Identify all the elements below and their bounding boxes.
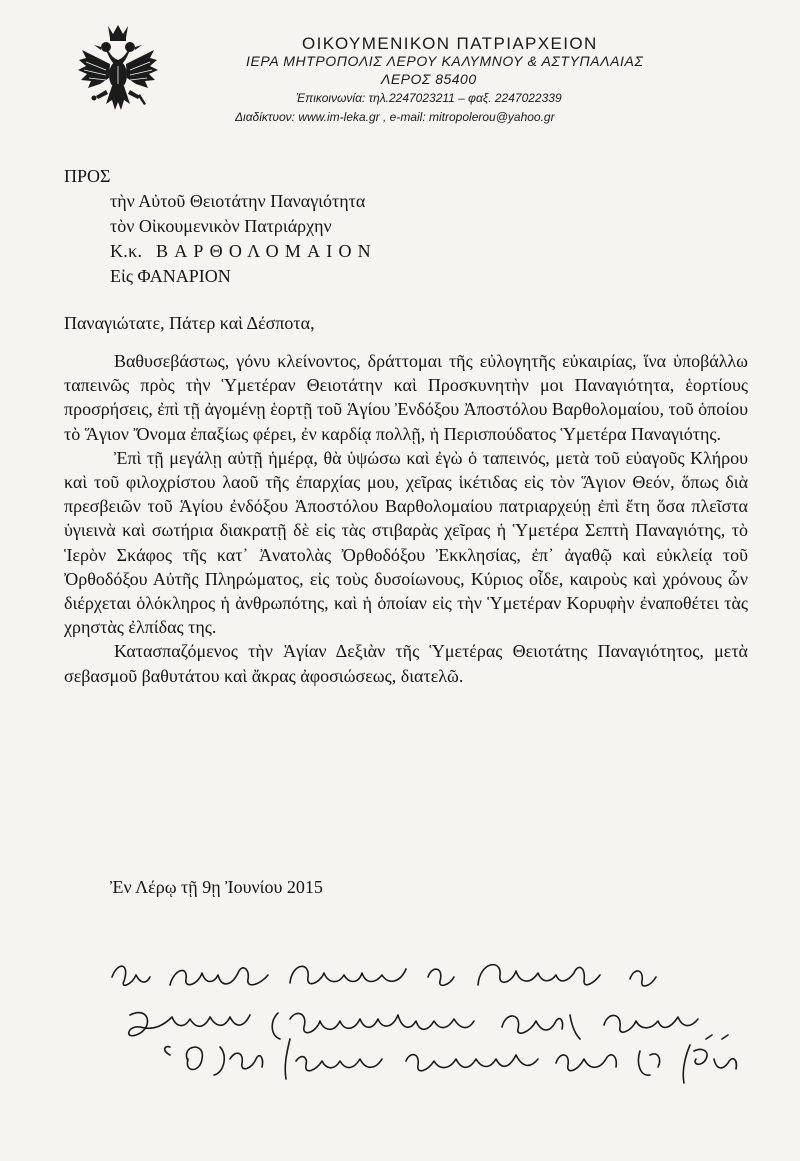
paragraph: Κατασπαζόμενος τὴν Ἁγίαν Δεξιὰν τῆς Ὑμετέρας Θειοτάτης Παναγιότητος, μετὰ σεβασμοῦ βαθυτάτου καὶ ἄκρας ἀφοσιώσεως, διατελῶ.: [64, 641, 748, 686]
address-line-1: τὴν Αὐτοῦ Θειοτάτην Παναγιότητα: [110, 191, 366, 211]
letterhead-patriarchate: ΟΙΚΟΥΜΕΝΙΚΟΝ ΠΑΤΡΙΑΡΧΕΙΟΝ: [302, 34, 598, 53]
letterhead-metropolis: ΙΕΡΑ ΜΗΤΡΟΠΟΛΙΣ ΛΕΡΟΥ ΚΑΛΥΜΝΟΥ & ΑΣΤΥΠΑΛΑΙΑΣ: [246, 53, 644, 69]
double-headed-eagle-icon: [76, 20, 160, 116]
letterhead-web: Διαδίκτυον: www.im-leka.gr , e-mail: mitropolerou@yahoo.gr: [235, 110, 555, 124]
address-title: Κ.κ.: [110, 241, 143, 261]
salutation: Παναγιώτατε, Πάτερ καὶ Δέσποτα,: [64, 313, 315, 333]
paragraph: Ἐπὶ τῇ μεγάλῃ αὐτῇ ἡμέρᾳ, θὰ ὑψώσω καὶ ἐγὼ ὁ ταπεινός, μετὰ τοῦ εὐαγοῦς Κλήρου καὶ τοῦ φιλοχρίστου λαοῦ τῆς ἐπαρχίας μου, χεῖρας ἱκέτιδας εἰς τὸν Ἅγιον Θεόν, ὅπως διὰ πρεσβειῶν τοῦ Ἁγίου ἐνδόξου Ἀποστόλου Βαρθολομαίου πατριαρχεύῃ ἐπὶ ἔτη ὅσα πλεῖστα ὑγιεινὰ καὶ σωτήρια διακρατῇ δὲ εἰς τὰς στιβαρὰς χεῖρας ἡ Ὑμετέρα Σεπτὴ Παναγιότης, τὸ Ἱερὸν Σκάφος τῆς κατ᾽ Ἀνατολὰς Ὀρθοδόξου Ἐκκλησίας, ἐπ᾽ ἀγαθῷ καὶ εὐκλείᾳ τοῦ Ὀρθοδόξου Αὐτῆς Πληρώματος, εἰς τοὺς δυσοίωνους, Κύριος οἶδε, καιροὺς καὶ χρόνους ὧν διέρχεται ὁλόκληρος ἡ ἀνθρωπότης, καὶ ἡ ὁποίαν εἰς τὴν Ὑμετέραν Κορυφὴν ἐναποθέτει τὰς χρηστὰς ἐλπίδας της.: [64, 447, 748, 638]
letter-date: Ἐν Λέρῳ τῇ 9ῃ Ἰουνίου 2015: [110, 877, 323, 897]
letter-body: [64, 349, 748, 688]
letterhead-location: ΛΕΡΟΣ 85400: [381, 71, 477, 87]
handwritten-signature: [110, 955, 770, 1095]
address-line-2: τὸν Οἰκουμενικὸν Πατριάρχην: [110, 216, 332, 236]
address-line-4: Εἰς ΦΑΝΑΡΙΟΝ: [110, 266, 231, 286]
address-pros: ΠΡΟΣ: [64, 166, 111, 186]
paragraph: Βαθυσεβάστως, γόνυ κλείνοντος, δράττομαι τῆς εὐλογητῆς εὐκαιρίας, ἵνα ὑποβάλλω ταπεινῶς πρὸς τὴν Ὑμετέραν Θειοτάτην καὶ Προσκυνητὴν μοι Παναγιότητα, ἑορτίους προσρήσεις, ἐπὶ τῇ ἀγομένῃ ἑορτῇ τοῦ Ἁγίου Ἐνδόξου Ἀποστόλου Βαρθολομαίου, τοῦ ὁποίου τὸ Ἅγιον Ὄνομα ἐπαξίως φέρει, ἐν καρδίᾳ πολλῇ, ἡ Περισπούδατος Ὑμετέρα Παναγιότης.: [64, 351, 748, 444]
address-line-3: [110, 241, 377, 262]
address-name: ΒΑΡΘΟΛΟΜΑΙΟΝ: [156, 241, 377, 261]
letterhead-contact: Ἐπικοινωνία: τηλ.2247023211 – φαξ. 2247022339: [296, 91, 562, 105]
